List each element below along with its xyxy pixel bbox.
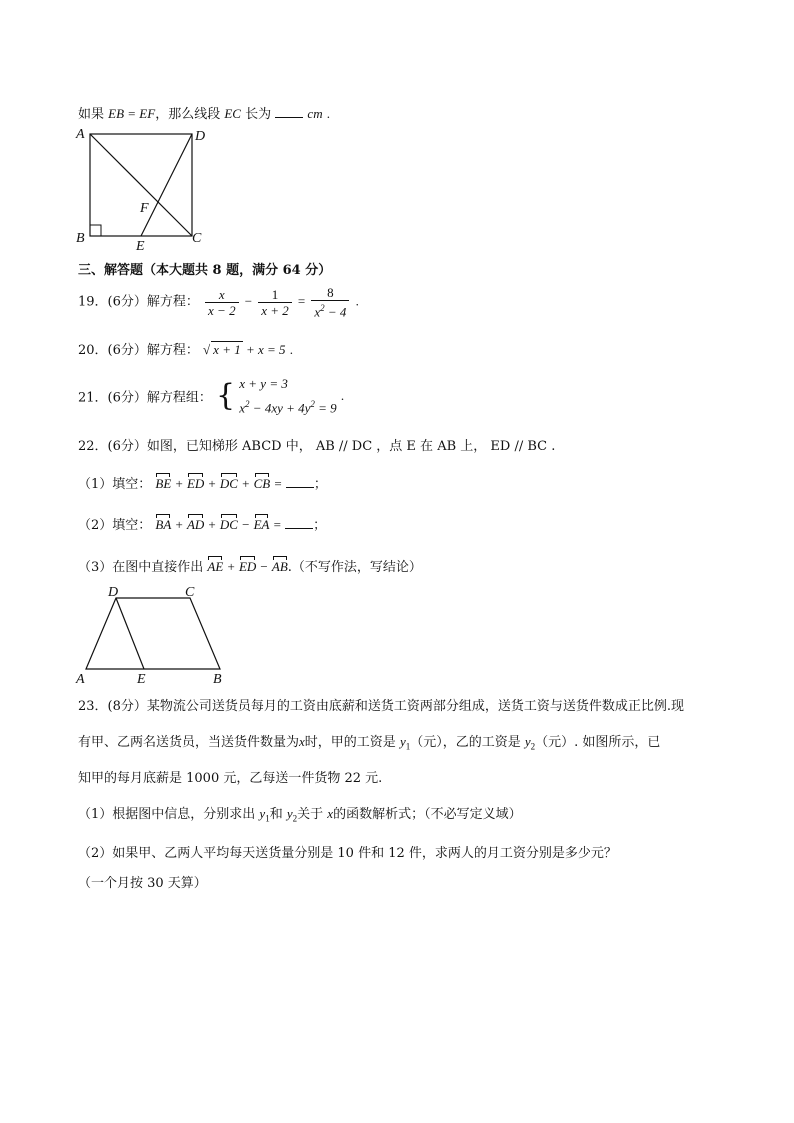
question-23-part-1: [78, 803, 522, 824]
text: ；: [313, 518, 327, 533]
text: 的函数解析式；（不必写定义域）: [333, 807, 522, 822]
vector: EA: [253, 517, 270, 532]
question-22-intro: 22．(6分）如图，已知梯形 ABCD 中， AB // DC ，点 E 在 AB 上， ED // BC .: [78, 439, 556, 454]
operator: =: [273, 517, 281, 532]
operator: +: [208, 517, 216, 532]
part-label: （2）填空：: [78, 518, 152, 533]
text: 如果: [78, 107, 105, 122]
question-22-part-2: [78, 514, 326, 533]
denominator: x − 2: [208, 302, 236, 318]
label-e: E: [137, 672, 146, 686]
text: ，那么线段: [155, 107, 221, 122]
question-23-part-2: （2）如果甲、乙两人平均每天送货量分别是 10 件和 12 件，求两人的月工资分别是多少元？: [78, 846, 617, 861]
vector: BA: [155, 517, 172, 532]
text: .: [326, 106, 330, 121]
segment-ed: [116, 598, 144, 669]
denominator: x + 2: [261, 302, 289, 318]
square-figure: [70, 126, 210, 252]
denominator: [311, 301, 349, 319]
term: − 4xy + 4y: [249, 400, 311, 416]
unit: cm: [307, 106, 323, 121]
text: （1）根据图中信息，分别求出: [78, 807, 256, 822]
subscript: 2: [530, 741, 536, 752]
operator: +: [242, 476, 250, 491]
text: 和: [269, 807, 283, 822]
label-c: C: [192, 231, 202, 246]
operator: +: [227, 559, 235, 574]
answer-blank[interactable]: [286, 475, 314, 488]
rest: − 4: [324, 304, 347, 320]
numerator: x: [205, 287, 239, 303]
question-23-line-1: 23．(8分）某物流公司送货员每月的工资由底薪和送货工资两部分组成，送货工资与送货件数成正比例.现: [78, 699, 685, 714]
label-a: A: [76, 127, 85, 142]
text: 有甲、乙两名送货员，当送货件数量为: [78, 735, 300, 750]
answer-blank[interactable]: [275, 105, 303, 118]
text: .（不写作法，写结论）: [287, 560, 422, 575]
subscript: 1: [405, 741, 411, 752]
equation-rest: + x = 5: [242, 342, 286, 357]
segment-de: [141, 134, 192, 236]
operator: =: [297, 293, 306, 309]
label-b: B: [213, 672, 222, 686]
text: ；: [313, 477, 327, 492]
question-23-note: （一个月按 30 天算）: [78, 876, 207, 891]
vector: AD: [186, 517, 205, 532]
question-20: [78, 339, 293, 358]
base: x: [314, 304, 321, 320]
text: 长为: [245, 107, 272, 122]
question-23-line-2: [78, 731, 660, 752]
question-18-tail: [78, 103, 330, 122]
subscript: 2: [292, 813, 298, 824]
numerator: 8: [311, 285, 349, 301]
label-c: C: [185, 585, 195, 600]
vector: CB: [253, 476, 271, 491]
question-23-line-3: 知甲的每月底薪是 1000 元，乙每送一件货物 22 元.: [78, 771, 383, 786]
question-22-part-1: [78, 473, 327, 492]
trapezoid-outline: [86, 598, 220, 669]
math-segment: EC: [224, 106, 241, 121]
vector: ED: [238, 559, 257, 574]
question-21: [78, 374, 344, 418]
exponent: 2: [245, 399, 250, 409]
math-var: y: [524, 734, 531, 749]
label-d: D: [108, 585, 119, 600]
exponent: 2: [310, 399, 315, 409]
fraction-3: [311, 285, 349, 319]
fraction-2: [258, 287, 292, 318]
equation-2: [239, 394, 336, 418]
fraction-1: [205, 287, 239, 318]
vector: DC: [219, 476, 238, 491]
question-number: 20．(6分）解方程：: [78, 343, 199, 358]
operator: −: [242, 517, 250, 532]
text: 关于: [297, 807, 324, 822]
term: = 9: [314, 400, 337, 416]
vector: ED: [186, 476, 205, 491]
text: （元），乙的工资是: [410, 735, 521, 750]
section-heading: 三、解答题（本大题共 8 题，满分 64 分）: [78, 263, 332, 278]
numerator: 1: [258, 287, 292, 303]
brace: {: [216, 378, 236, 414]
question-number: 21．(6分）解方程组：: [78, 390, 212, 406]
operator: +: [175, 517, 183, 532]
operator: =: [274, 476, 282, 491]
text: （元）. 如图所示，已: [535, 735, 661, 750]
math-var: y: [286, 806, 293, 821]
right-angle-mark: [90, 225, 101, 236]
radicand: x + 1: [213, 342, 241, 357]
subscript: 1: [265, 813, 270, 824]
operator: −: [244, 293, 253, 309]
part-label: （3）在图中直接作出: [78, 560, 204, 575]
math-var: x: [299, 734, 305, 749]
part-label: （1）填空：: [78, 477, 152, 492]
text: .: [340, 388, 345, 404]
answer-blank[interactable]: [285, 516, 313, 529]
vector: DC: [219, 517, 238, 532]
text: .: [289, 342, 293, 357]
vector: BE: [155, 476, 172, 491]
vector: AE: [207, 559, 224, 574]
text: .: [355, 293, 359, 309]
operator: +: [208, 476, 216, 491]
exponent: 2: [320, 303, 325, 313]
sqrt-sign: √: [203, 342, 211, 357]
trapezoid-figure: [70, 582, 230, 686]
math-var: x: [327, 806, 334, 821]
label-a: A: [76, 672, 85, 686]
question-number: 19．(6分）解方程：: [78, 294, 199, 310]
math-condition: EB = EF: [108, 106, 156, 121]
label-b: B: [76, 231, 85, 246]
vector: AB: [271, 559, 288, 574]
label-f: F: [140, 201, 149, 216]
term: x: [239, 400, 246, 416]
equation-system: [239, 374, 336, 418]
question-22-part-3: [78, 556, 422, 575]
text: 时，甲的工资是: [304, 735, 396, 750]
label-d: D: [195, 129, 206, 144]
math-var: y: [399, 734, 406, 749]
question-19: [78, 285, 359, 319]
diagonal-ac: [90, 134, 192, 236]
math-var: y: [259, 806, 266, 821]
operator: +: [175, 476, 183, 491]
equation-1: x + y = 3: [239, 376, 288, 391]
operator: −: [260, 559, 268, 574]
label-e: E: [136, 239, 145, 252]
